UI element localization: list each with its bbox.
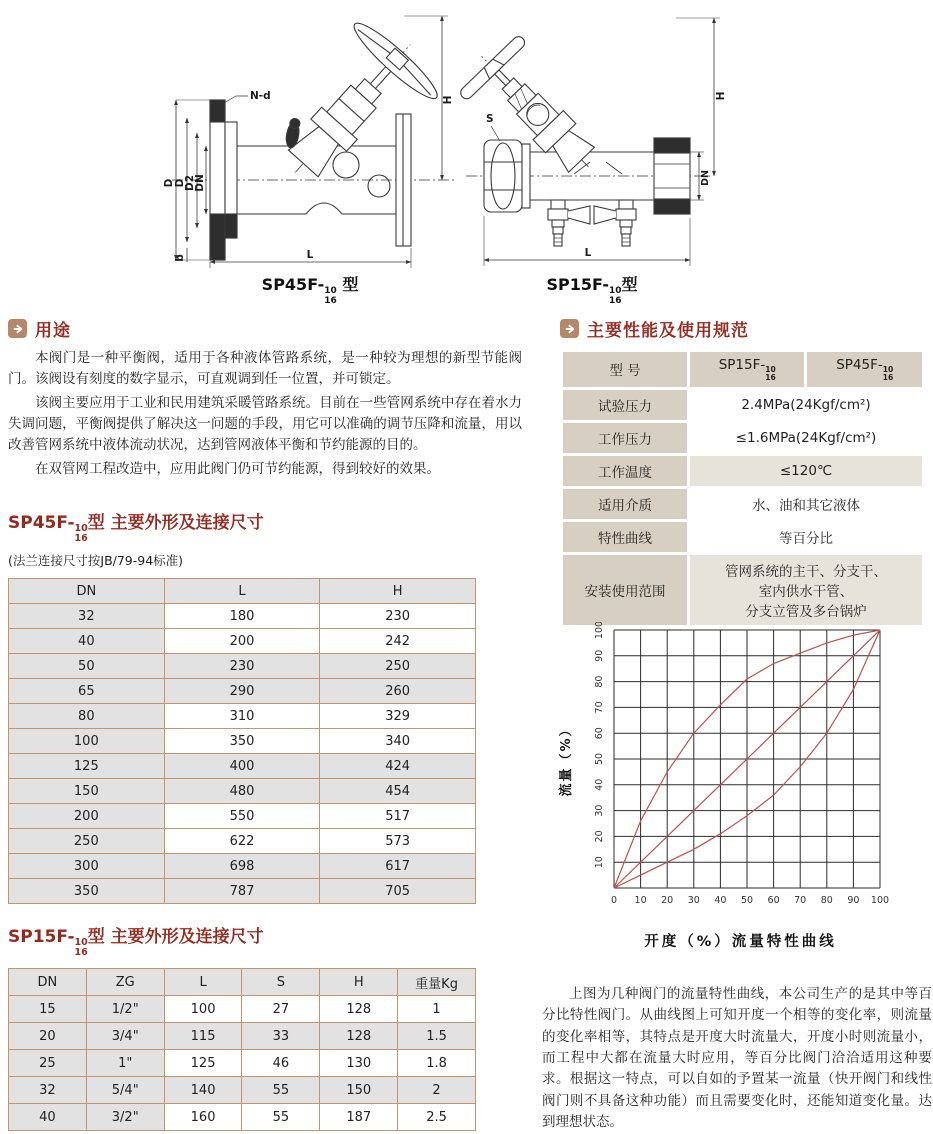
table-cell: 80 (9, 704, 165, 729)
table-cell: 32 (9, 604, 165, 629)
table-cell: 1/2" (86, 996, 164, 1023)
sp15f-table (8, 968, 476, 1131)
spec-row (563, 423, 922, 453)
y-tick-label: 30 (594, 804, 605, 817)
table-row (9, 779, 476, 804)
column-header: L (164, 579, 320, 604)
table-cell: 310 (164, 704, 320, 729)
usage-paragraph: 本阀门是一种平衡阀，适用于各种液体管路系统，是一种较为理想的新型节能阀门。该阀设有刻度的数字显示，可直观调到任一位置，并可锁定。 (8, 350, 522, 388)
spec-value: 等百分比 (690, 522, 922, 552)
table-cell: 20 (9, 1023, 87, 1050)
spec-row (563, 555, 922, 625)
table-row (9, 879, 476, 904)
table-cell: 3/4" (86, 1023, 164, 1050)
column-header: S (242, 969, 320, 996)
x-tick-label: 80 (820, 895, 833, 906)
x-tick-label: 10 (634, 895, 647, 906)
usage-section (8, 316, 522, 482)
spec-label: 工作压力 (563, 423, 687, 453)
spec-row (563, 489, 922, 519)
spec-label: 试验压力 (563, 390, 687, 420)
column-header: DN (9, 579, 165, 604)
table-header-row (9, 579, 476, 604)
x-tick-label: 70 (794, 895, 807, 906)
sp45f-section (8, 508, 478, 904)
usage-paragraph: 该阀主要应用于工业和民用建筑采暖管路系统。目前在一些管网系统中存在着水力失调问题，平衡阀提供了解决这一问题的手段，用它可以准确的调节压降和流量，用以改善管网系统中液体流动状况，达到管网液体平衡和节约能源的目的。 (8, 394, 522, 454)
x-tick-label: 0 (610, 895, 618, 906)
spec-value: ≤1.6MPa(24Kgf/cm²) (690, 423, 922, 453)
sp45f-subtitle: (法兰连接尺寸按JB/79-94标准) (8, 553, 184, 569)
table-cell: 290 (164, 679, 320, 704)
spec-table (560, 349, 925, 628)
y-tick-label: 90 (594, 649, 605, 662)
dim-label-h: H (442, 95, 454, 105)
table-cell: 65 (9, 679, 165, 704)
x-tick-label: 100 (870, 895, 890, 906)
table-cell: 230 (320, 604, 476, 629)
x-tick-label: 90 (847, 895, 860, 906)
y-tick-label: 40 (594, 778, 605, 791)
dim-label-l: L (584, 247, 592, 259)
dim-label-d-outer: D (163, 178, 175, 188)
table-cell: 187 (320, 1104, 398, 1131)
table-cell: 517 (320, 804, 476, 829)
column-header: H (320, 579, 476, 604)
spec-model-sp45f: SP45F- 10 16 (807, 352, 922, 387)
sp15f-section (8, 922, 478, 1131)
sp15f-drawing-caption: SP15F- 10 16 型 (546, 275, 638, 306)
table-row (9, 1104, 476, 1131)
table-cell: 400 (164, 754, 320, 779)
column-header: ZG (86, 969, 164, 996)
x-tick-label: 50 (740, 895, 754, 906)
table-cell: 260 (320, 679, 476, 704)
table-cell: 130 (320, 1050, 398, 1077)
table-row (9, 804, 476, 829)
table-cell: 27 (242, 996, 320, 1023)
x-tick-label: 30 (687, 895, 700, 906)
usage-paragraphs (8, 348, 522, 480)
table-cell: 454 (320, 779, 476, 804)
usage-paragraph: 在双管网工程改造中，应用此阀门仍可节约能源，得到较好的效果。 (35, 460, 440, 477)
column-header: H (320, 969, 398, 996)
table-cell: 250 (9, 829, 165, 854)
spec-label: 安装使用范围 (563, 555, 687, 625)
column-header: 重量Kg (398, 969, 476, 996)
discussion-paragraph: 上图为几种阀门的流量特性曲线，本公司生产的是其中等百分比特性阀门。从曲线图上可知开度一个相等的变化率，则流量的变化率相等，其特点是开度大时流量大，开度小时则流量小，而工程中大都在流量大时应用，等百分比阀门洽洽适用这种要求。根据这一特点，可以自如的予置某一流量（快开阀门和线性阀门则不具备这种功能）而且需要变化时，还能知道变化量。达到理想状态。 (542, 986, 932, 1130)
dim-label-dn: DN (700, 170, 711, 186)
table-cell: 150 (9, 779, 165, 804)
y-tick-label: 100 (594, 622, 605, 640)
table-cell: 200 (164, 629, 320, 654)
table-cell: 100 (164, 996, 242, 1023)
arrow-right-icon (8, 319, 27, 338)
arrow-right-icon (560, 319, 579, 338)
table-cell: 100 (9, 729, 165, 754)
table-cell: 550 (164, 804, 320, 829)
table-cell: 200 (9, 804, 165, 829)
dim-label-b: b (174, 254, 186, 262)
table-cell: 617 (320, 854, 476, 879)
x-tick-label: 40 (714, 895, 727, 906)
spec-label: 适用介质 (563, 489, 687, 519)
table-cell: 2.5 (398, 1104, 476, 1131)
flow-chart (548, 622, 926, 920)
table-cell: 705 (320, 879, 476, 904)
table-row (9, 754, 476, 779)
chart-title: 开度（%）流量特性曲线 (644, 934, 837, 950)
sp15f-drawing (458, 4, 730, 270)
y-tick-label: 80 (594, 675, 605, 688)
table-cell: 128 (320, 1023, 398, 1050)
table-cell: 3/2" (86, 1104, 164, 1131)
spec-model-row (563, 352, 922, 387)
table-cell: 5/4" (86, 1077, 164, 1104)
dim-label-nd: N-d (250, 90, 271, 102)
table-cell: 1 (398, 996, 476, 1023)
table-cell: 160 (164, 1104, 242, 1131)
table-row (9, 1077, 476, 1104)
table-cell: 340 (320, 729, 476, 754)
table-cell: 125 (164, 1050, 242, 1077)
table-cell: 350 (164, 729, 320, 754)
table-cell: 125 (9, 754, 165, 779)
spec-row (563, 456, 922, 486)
drain-cock (548, 200, 590, 246)
sp45f-table (8, 578, 476, 904)
chart-section (548, 622, 933, 951)
table-row (9, 1023, 476, 1050)
drain-cock (594, 200, 636, 246)
y-axis-label: 流量（%） (559, 721, 574, 797)
table-cell: 15 (9, 996, 87, 1023)
table-cell: 115 (164, 1023, 242, 1050)
table-row (9, 654, 476, 679)
spec-label: 特性曲线 (563, 522, 687, 552)
table-cell: 55 (242, 1077, 320, 1104)
x-tick-label: 60 (767, 895, 780, 906)
spec-value: 管网系统的主干、分支干、 室内供水干管、 分支立管及多台锅炉 (690, 555, 922, 625)
dim-label-h: H (715, 91, 727, 101)
table-row (9, 996, 476, 1023)
spec-row (563, 522, 922, 552)
table-row (9, 854, 476, 879)
table-cell: 787 (164, 879, 320, 904)
table-cell: 40 (9, 629, 165, 654)
table-cell: 128 (320, 996, 398, 1023)
table-cell: 50 (9, 654, 165, 679)
table-row (9, 829, 476, 854)
table-row (9, 604, 476, 629)
table-cell: 25 (9, 1050, 87, 1077)
spec-label: 工作温度 (563, 456, 687, 486)
table-cell: 480 (164, 779, 320, 804)
spec-row (563, 390, 922, 420)
table-cell: 33 (242, 1023, 320, 1050)
table-cell: 698 (164, 854, 320, 879)
y-tick-label: 20 (594, 830, 605, 843)
specs-header (560, 316, 932, 341)
y-tick-label: 10 (594, 856, 605, 869)
spec-table-body (563, 352, 922, 625)
spec-model-sp15f: SP15F- 10 16 (690, 352, 804, 387)
column-header: L (164, 969, 242, 996)
table-cell: 329 (320, 704, 476, 729)
table-cell: 32 (9, 1077, 87, 1104)
sp45f-title: SP45F- 10 16 型 主要外形及连接尺寸 (8, 513, 264, 545)
table-row (9, 1050, 476, 1077)
specs-section (560, 316, 932, 628)
specs-title: 主要性能及使用规范 (587, 321, 749, 341)
dim-label-d-mid: D (174, 178, 186, 188)
y-tick-label: 60 (594, 727, 605, 740)
table-cell: 250 (320, 654, 476, 679)
table-cell: 622 (164, 829, 320, 854)
table-cell: 140 (164, 1077, 242, 1104)
y-tick-label: 70 (594, 701, 605, 714)
sp45f-drawing (158, 0, 463, 270)
table-row (9, 679, 476, 704)
column-header: DN (9, 969, 87, 996)
table-cell: 424 (320, 754, 476, 779)
spec-value: 2.4MPa(24Kgf/cm²) (690, 390, 922, 420)
dim-label-s: S (486, 113, 494, 125)
table-cell: 46 (242, 1050, 320, 1077)
table-cell: 350 (9, 879, 165, 904)
table-cell: 1.8 (398, 1050, 476, 1077)
table-cell: 242 (320, 629, 476, 654)
y-tick-label: 50 (594, 752, 605, 766)
table-cell: 40 (9, 1104, 87, 1131)
spec-value: ≤120℃ (690, 456, 922, 486)
sp45f-drawing-caption: SP45F- 10 16 型 (261, 275, 359, 306)
table-cell: 55 (242, 1104, 320, 1131)
table-cell: 150 (320, 1077, 398, 1104)
table-cell: 300 (9, 854, 165, 879)
x-tick-label: 20 (661, 895, 674, 906)
table-cell: 230 (164, 654, 320, 679)
table-row (9, 704, 476, 729)
table-cell: 2 (398, 1077, 476, 1104)
table-cell: 573 (320, 829, 476, 854)
bonnet-assembly (458, 27, 619, 196)
dim-label-d2: D2 (184, 174, 196, 192)
dim-label-l: L (306, 249, 314, 261)
usage-header (8, 316, 522, 341)
usage-title: 用途 (35, 321, 71, 341)
table-row (9, 629, 476, 654)
table-cell: 1" (86, 1050, 164, 1077)
discussion-section (542, 984, 932, 1134)
spec-label: 型 号 (563, 352, 687, 387)
sp15f-title: SP15F- 10 16 型 主要外形及连接尺寸 (8, 927, 264, 959)
bonnet-assembly (254, 8, 451, 209)
table-cell: 1.5 (398, 1023, 476, 1050)
spec-value: 水、油和其它液体 (690, 489, 922, 519)
table-header-row (9, 969, 476, 996)
table-cell: 180 (164, 604, 320, 629)
table-row (9, 729, 476, 754)
dim-label-dn: DN (194, 174, 206, 192)
